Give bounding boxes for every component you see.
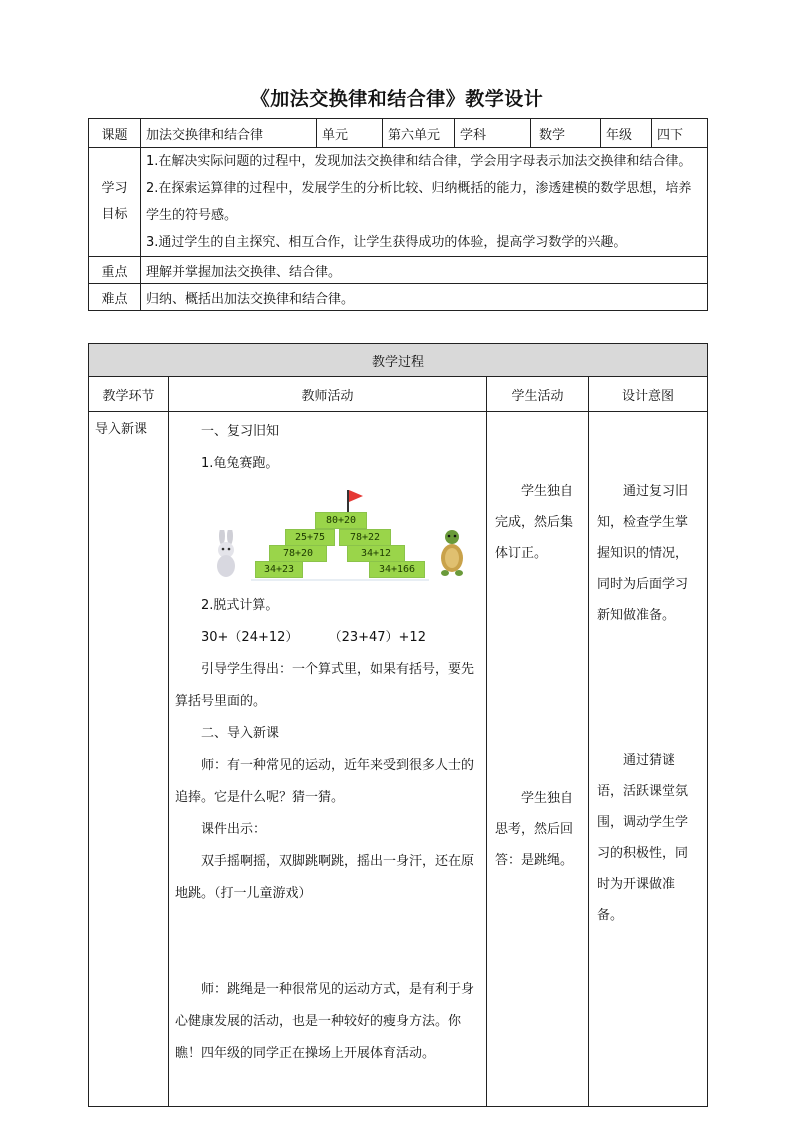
calc-line (175, 622, 480, 654)
subject-label: 学科 (455, 119, 531, 148)
process-banner: 教学过程 (89, 344, 708, 377)
grade-label: 年级 (601, 119, 652, 148)
topic-label: 课题 (89, 119, 141, 148)
student-activity-2: 学生独自思考，然后回答：是跳绳。 (495, 791, 574, 868)
key-point-label: 重点 (89, 257, 141, 284)
calc-left: 30+（24+12） (201, 630, 299, 645)
goal-item: 3.通过学生的自主探究、相互合作，让学生获得成功的体验，提高学习数学的兴趣。 (146, 235, 627, 250)
offhand-item: 2.脱式计算。 (201, 598, 279, 613)
pyramid-block: 34+12 (347, 545, 405, 562)
teacher-activity-cell (169, 412, 487, 1107)
review-heading: 一、复习旧知 (201, 424, 280, 439)
design-intent-cell (589, 412, 708, 1107)
page-title: 《加法交换律和结合律》教学设计 (250, 88, 544, 110)
design-intent-1: 通过复习旧知，检查学生掌握知识的情况，同时为后面学习新知做准备。 (597, 484, 689, 623)
student-activity-cell (487, 412, 589, 1107)
ground-line (251, 579, 429, 581)
topic-value: 加法交换律和结合律 (141, 119, 317, 148)
pyramid-block: 34+166 (369, 561, 425, 578)
header-segment: 教学环节 (89, 377, 169, 412)
student-activity-1: 学生独自完成，然后集体订正。 (495, 484, 574, 561)
goal-item: 1.在解决实际问题的过程中，发现加法交换律和结合律，学会用字母表示加法交换律和结合律。 (146, 154, 692, 169)
courseware-label: 课件出示： (201, 822, 267, 837)
difficulty-value: 归纳、概括出加法交换律和结合律。 (141, 284, 708, 311)
design-intent-2: 通过猜谜语，活跃课堂氛围，调动学生学习的积极性，同时为开课做准备。 (597, 753, 689, 923)
new-lesson-heading: 二、导入新课 (201, 726, 280, 741)
header-intent: 设计意图 (589, 377, 708, 412)
teaching-process-table (88, 343, 708, 1107)
goals-label-line1: 学习 (101, 181, 128, 196)
race-item: 1.龟兔赛跑。 (201, 456, 279, 471)
calc-right: （23+47）+12 (328, 630, 426, 645)
difficulty-label: 难点 (89, 284, 141, 311)
goals-label (89, 148, 141, 257)
pyramid-block: 25+75 (285, 529, 335, 546)
question-2: 师：跳绳是一种很常见的运动方式，是有利于身心健康发展的活动，也是一种较好的瘦身方法。你瞧！四年级的同学正在操场上开展体育活动。 (175, 982, 475, 1061)
grade-value: 四下 (652, 119, 708, 148)
goals-content (141, 148, 708, 257)
lesson-info-table (88, 118, 708, 311)
turtle-icon (437, 528, 467, 578)
question-1: 师：有一种常见的运动，近年来受到很多人士的追捧。它是什么呢？猜一猜。 (175, 758, 475, 805)
pyramid-block: 78+20 (269, 545, 327, 562)
header-student: 学生活动 (487, 377, 589, 412)
pyramid-block: 78+22 (339, 529, 391, 546)
pyramid-block: 80+20 (315, 512, 367, 529)
unit-label: 单元 (317, 119, 383, 148)
race-figure (175, 482, 480, 590)
goal-item: 2.在探索运算律的过程中，发展学生的分析比较、归纳概括的能力，渗透建模的数学思想，培养学生的符号感。 (146, 181, 692, 223)
header-teacher: 教师活动 (169, 377, 487, 412)
pyramid-block: 34+23 (255, 561, 303, 578)
subject-value: 数学 (531, 119, 601, 148)
key-point-value: 理解并掌握加法交换律、结合律。 (141, 257, 708, 284)
flag-icon (349, 490, 363, 502)
rabbit-icon (211, 530, 241, 580)
unit-value: 第六单元 (383, 119, 455, 148)
segment-cell: 导入新课 (89, 412, 169, 1107)
guide-text: 引导学生得出：一个算式里，如果有括号，要先算括号里面的。 (175, 662, 475, 709)
riddle-text: 双手摇啊摇，双脚跳啊跳，摇出一身汗，还在原地跳。（打一儿童游戏） (175, 854, 475, 901)
goals-label-line2: 目标 (101, 207, 128, 222)
